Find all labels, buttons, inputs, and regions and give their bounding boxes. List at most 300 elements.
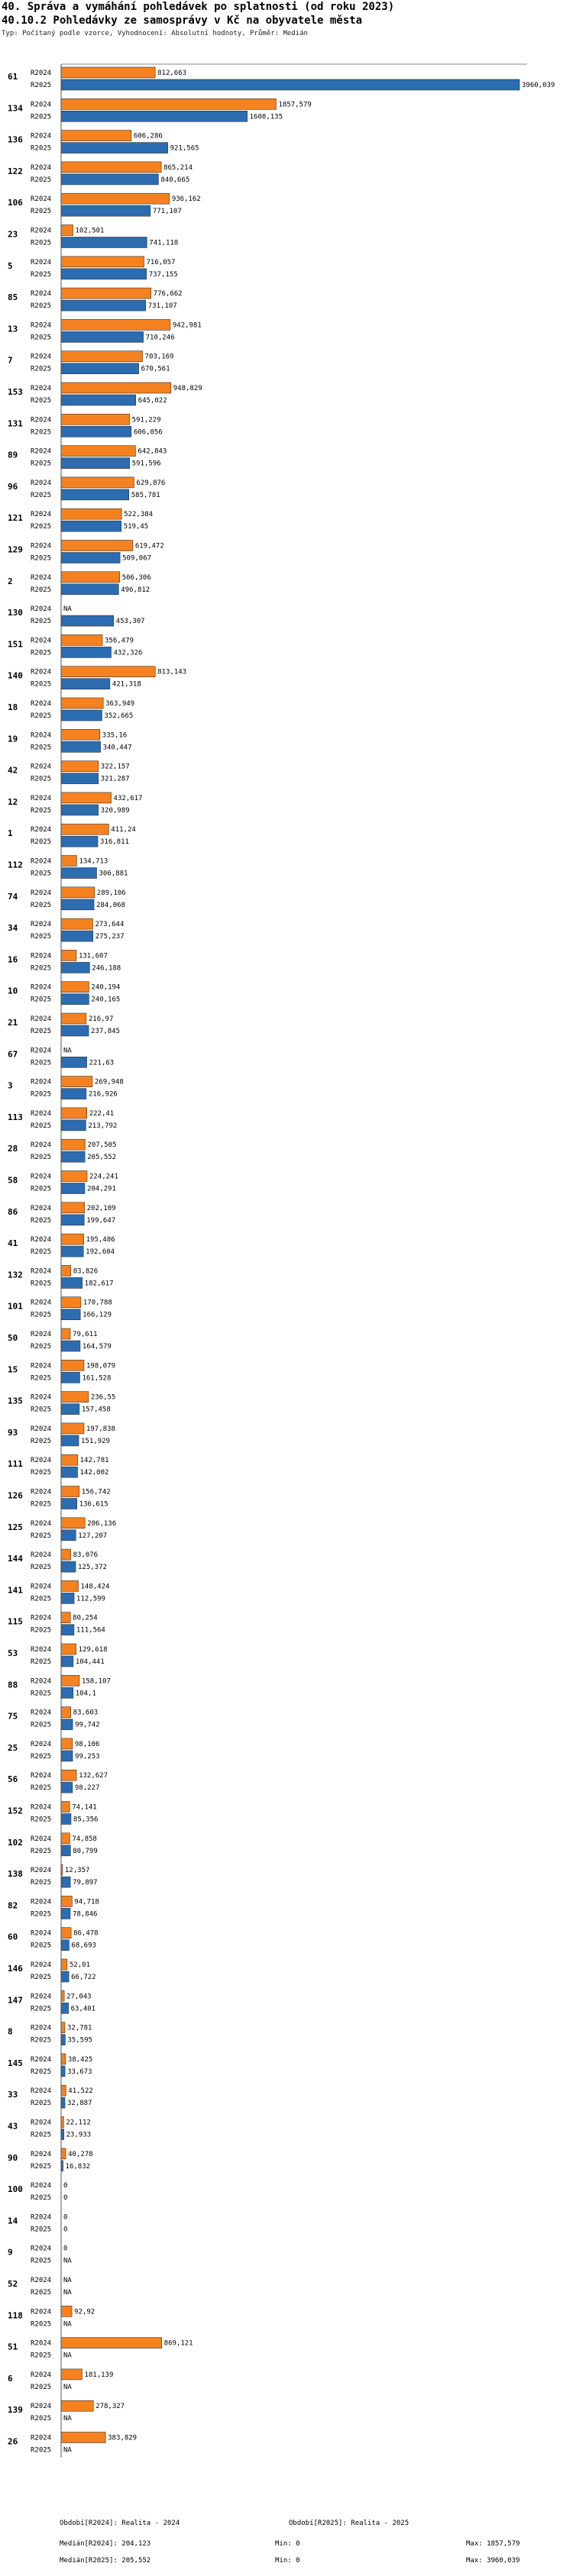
bar-r2025 (61, 1751, 73, 1761)
data-label-r2025: 166,129 (83, 1311, 112, 1319)
series-label-r2025: R2025 (31, 428, 52, 437)
data-label-r2025: NA (63, 2446, 72, 2455)
bar-r2025 (61, 269, 147, 279)
category-label: 106 (8, 198, 23, 208)
data-label-r2025: 99,742 (75, 1721, 100, 1729)
series-label-r2024: R2024 (31, 542, 52, 550)
bar-r2025 (61, 1341, 80, 1351)
data-label-r2024: 41,522 (68, 2087, 93, 2096)
data-label-r2024: 865,214 (163, 163, 193, 172)
category-label: 16 (8, 954, 18, 965)
bar-r2024 (61, 1487, 79, 1497)
data-label-r2024: 52,01 (69, 1961, 90, 1969)
bar-r2024 (61, 1802, 70, 1813)
bar-r2024 (61, 351, 143, 362)
series-label-r2024: R2024 (31, 1457, 52, 1465)
series-label-r2024: R2024 (31, 353, 52, 361)
data-label-r2025: 78,846 (72, 1910, 98, 1919)
bar-r2024 (61, 1518, 85, 1528)
data-label-r2025: 3960,039 (522, 82, 555, 89)
data-label-r2025: 246,188 (92, 964, 121, 973)
bar-r2025 (61, 79, 520, 90)
data-label-r2024: 322,157 (100, 763, 130, 771)
category-label: 122 (8, 166, 23, 176)
data-label-r2025: 112,599 (76, 1595, 105, 1603)
bar-r2025 (61, 2003, 69, 2013)
data-label-r2024: 32,781 (66, 2024, 92, 2032)
bar-r2024 (61, 1896, 72, 1906)
data-label-r2024: 591,229 (131, 416, 161, 424)
category-label: 125 (8, 1522, 23, 1532)
data-label-r2025: 921,565 (170, 144, 199, 153)
bar-r2025 (61, 1151, 85, 1162)
data-label-r2025: 204,291 (86, 1185, 116, 1193)
category-label: 140 (8, 670, 23, 681)
series-label-r2025: R2025 (31, 1185, 52, 1193)
series-label-r2025: R2025 (31, 2036, 52, 2045)
series-label-r2025: R2025 (31, 82, 52, 89)
bar-r2025 (61, 521, 121, 531)
category-label: 1 (8, 828, 13, 839)
category-label: 90 (8, 2152, 18, 2163)
bar-r2025 (61, 1814, 71, 1825)
bar-r2024 (61, 729, 100, 740)
data-label-r2025: 840,665 (160, 176, 190, 184)
bar-r2024 (61, 2400, 93, 2411)
series-label-r2025: R2025 (31, 1784, 52, 1793)
data-label-r2024: 1857,579 (278, 101, 312, 109)
bar-r2025 (61, 143, 168, 153)
category-label: 75 (8, 1711, 18, 1722)
series-label-r2024: R2024 (31, 1299, 52, 1307)
series-label-r2025: R2025 (31, 1469, 52, 1477)
data-label-r2025: 136,615 (79, 1500, 108, 1509)
series-label-r2024: R2024 (31, 731, 52, 740)
data-label-r2025: 182,617 (84, 1280, 114, 1288)
data-label-r2025: 731,107 (147, 302, 177, 311)
bar-r2024 (61, 792, 112, 803)
data-label-r2025: 161,528 (82, 1374, 112, 1383)
bar-r2024 (61, 1864, 63, 1875)
category-label: 56 (8, 1774, 18, 1785)
bar-r2024 (61, 2054, 66, 2064)
bar-r2025 (61, 2097, 65, 2108)
bar-r2025 (61, 994, 89, 1005)
category-label: 42 (8, 765, 18, 776)
series-label-r2024: R2024 (31, 1078, 52, 1086)
data-label-r2025: 591,596 (131, 460, 161, 468)
bar-r2025 (61, 2129, 64, 2140)
bar-r2025 (61, 741, 101, 752)
series-label-r2025: R2025 (31, 1154, 52, 1162)
series-label-r2025: R2025 (31, 1910, 52, 1919)
bar-r2024 (61, 1738, 73, 1749)
data-label-r2024: 522,384 (124, 511, 154, 519)
data-label-r2025: 66,722 (71, 1974, 96, 1981)
bar-r2025 (61, 395, 136, 405)
series-label-r2024: R2024 (31, 1583, 52, 1591)
data-label-r2024: 0 (63, 2182, 68, 2190)
data-label-r2024: 236,55 (90, 1393, 116, 1402)
series-label-r2025: R2025 (31, 744, 52, 752)
bar-r2024 (61, 761, 99, 772)
series-label-r2025: R2025 (31, 1879, 52, 1887)
data-label-r2025: 151,929 (81, 1437, 110, 1445)
bar-r2025 (61, 2161, 63, 2171)
category-label: 85 (8, 292, 18, 303)
category-label: 130 (8, 608, 23, 618)
series-label-r2024: R2024 (31, 1204, 52, 1212)
data-label-r2025: 23,933 (66, 2131, 92, 2139)
bar-r2025 (61, 1025, 89, 1036)
category-label: 12 (8, 796, 18, 807)
category-label: 102 (8, 1837, 23, 1848)
series-label-r2025: R2025 (31, 1690, 52, 1698)
series-label-r2024: R2024 (31, 479, 52, 487)
series-label-r2025: R2025 (31, 2131, 52, 2139)
bar-r2024 (61, 1990, 64, 2001)
data-label-r2024: 170,788 (83, 1299, 112, 1307)
bar-r2025 (61, 1215, 84, 1225)
data-label-r2025: 320,989 (100, 806, 130, 815)
data-label-r2024: 335,16 (102, 731, 128, 740)
category-label: 138 (8, 1869, 23, 1880)
series-label-r2025: R2025 (31, 1500, 52, 1509)
category-label: 153 (8, 387, 23, 397)
category-label: 13 (8, 324, 18, 334)
data-label-r2024: 642,843 (138, 447, 167, 456)
bar-r2025 (61, 1404, 79, 1415)
series-label-r2025: R2025 (31, 1942, 52, 1950)
bar-r2024 (61, 446, 135, 457)
bar-r2025 (61, 1530, 76, 1541)
data-label-r2025: 216,926 (88, 1090, 118, 1099)
series-label-r2025: R2025 (31, 775, 52, 783)
category-label: 33 (8, 2090, 18, 2100)
min-r2025: Min: 0 (275, 2557, 300, 2565)
data-label-r2025: 127,207 (78, 1532, 108, 1540)
series-label-r2025: R2025 (31, 2383, 52, 2391)
data-label-r2024: 27,043 (66, 1993, 92, 2001)
series-label-r2024: R2024 (31, 2119, 52, 2127)
series-label-r2024: R2024 (31, 1267, 52, 1276)
series-label-r2024: R2024 (31, 416, 52, 424)
data-label-r2024: 83,076 (73, 1551, 99, 1560)
bar-r2024 (61, 1959, 67, 1970)
series-label-r2025: R2025 (31, 1816, 52, 1824)
series-label-r2024: R2024 (31, 1362, 52, 1370)
bar-r2025 (61, 1656, 73, 1667)
bar-r2024 (61, 2117, 63, 2128)
bar-r2024 (61, 225, 73, 236)
series-label-r2024: R2024 (31, 1709, 52, 1717)
bar-r2025 (61, 363, 139, 374)
bar-r2024 (61, 541, 133, 551)
bar-r2025 (61, 1120, 86, 1131)
data-label-r2024: 80,254 (73, 1614, 98, 1622)
data-label-r2024: 0 (63, 2213, 68, 2222)
series-label-r2024: R2024 (31, 1835, 52, 1843)
chart-meta: Typ: Počítaný podle vzorce, Vyhodnocení: Absolutní hodnoty, Průměr: Medián (2, 30, 308, 37)
series-label-r2024: R2024 (31, 2277, 52, 2284)
data-label-r2025: 352,665 (104, 712, 134, 720)
bar-r2025 (61, 1561, 76, 1572)
series-label-r2024: R2024 (31, 2087, 52, 2096)
data-label-r2024: 92,92 (74, 2308, 96, 2316)
series-label-r2025: R2025 (31, 2257, 52, 2265)
bar-r2025 (61, 1246, 83, 1257)
data-label-r2024: 240,194 (91, 983, 121, 992)
data-label-r2024: 148,424 (80, 1583, 110, 1591)
category-label: 126 (8, 1490, 23, 1501)
bar-r2025 (61, 1089, 86, 1099)
data-label-r2024: 202,109 (86, 1204, 116, 1212)
max-r2024: Max: 1857,579 (466, 2540, 520, 2548)
category-label: 9 (8, 2247, 13, 2258)
series-label-r2025: R2025 (31, 334, 52, 342)
series-label-r2025: R2025 (31, 1721, 52, 1729)
bar-r2025 (61, 584, 118, 595)
data-label-r2024: 812,663 (157, 69, 187, 77)
data-label-r2025: 771,107 (152, 208, 182, 216)
data-label-r2025: 316,811 (100, 838, 129, 847)
series-label-r2025: R2025 (31, 1374, 52, 1383)
series-label-r2025: R2025 (31, 2289, 52, 2297)
data-label-r2025: 496,812 (121, 586, 151, 594)
category-label: 145 (8, 2058, 23, 2068)
category-label: 144 (8, 1554, 23, 1564)
chart-subtitle: 40.10.2 Pohledávky ze samosprávy v Kč na obyvatele města (2, 15, 363, 27)
legend-r2025: Období[R2025]: Realita - 2025 (289, 2520, 410, 2527)
category-label: 141 (8, 1585, 23, 1596)
series-label-r2025: R2025 (31, 2100, 52, 2108)
category-label: 136 (8, 134, 23, 145)
category-label: 28 (8, 1144, 18, 1154)
bar-r2024 (61, 67, 155, 78)
data-label-r2025: 32,887 (66, 2100, 92, 2108)
series-label-r2024: R2024 (31, 2055, 52, 2064)
bar-r2025 (61, 2066, 65, 2077)
data-label-r2025: 645,022 (138, 397, 167, 405)
data-label-r2024: 83,603 (73, 1709, 99, 1717)
data-label-r2025: 192,604 (86, 1248, 115, 1257)
bar-r2024 (61, 1171, 87, 1182)
series-label-r2025: R2025 (31, 1028, 52, 1035)
series-label-r2025: R2025 (31, 397, 52, 405)
category-label: 100 (8, 2184, 23, 2195)
series-label-r2025: R2025 (31, 1280, 52, 1288)
bar-r2024 (61, 1675, 79, 1686)
bar-r2024 (61, 1580, 78, 1591)
data-label-r2025: 237,845 (91, 1028, 120, 1035)
series-label-r2025: R2025 (31, 365, 52, 373)
data-label-r2025: 741,118 (149, 239, 179, 247)
data-label-r2024: 269,948 (94, 1078, 124, 1086)
bar-r2024 (61, 162, 161, 173)
category-label: 15 (8, 1364, 18, 1375)
bar-r2024 (61, 1108, 87, 1119)
bar-r2024 (61, 257, 144, 267)
series-label-r2025: R2025 (31, 1406, 52, 1414)
category-label: 19 (8, 734, 18, 744)
series-label-r2025: R2025 (31, 2226, 52, 2234)
series-label-r2025: R2025 (31, 1311, 52, 1319)
bar-r2024 (61, 1644, 76, 1654)
data-label-r2024: 606,286 (133, 132, 163, 140)
series-label-r2025: R2025 (31, 2320, 52, 2329)
series-label-r2025: R2025 (31, 460, 52, 468)
bar-r2025 (61, 1277, 83, 1288)
median-r2025: Medián[R2025]: 205,552 (60, 2557, 151, 2565)
series-label-r2024: R2024 (31, 1867, 52, 1875)
bar-r2024 (61, 1454, 78, 1465)
data-label-r2025: 111,564 (76, 1626, 105, 1635)
series-label-r2024: R2024 (31, 1331, 52, 1338)
data-label-r2025: 606,056 (133, 428, 163, 437)
bar-r2025 (61, 836, 98, 847)
bar-r2024 (61, 2022, 65, 2033)
data-label-r2025: NA (63, 2415, 72, 2423)
bar-r2024 (61, 1139, 85, 1150)
series-label-r2025: R2025 (31, 964, 52, 973)
category-label: 3 (8, 1080, 13, 1091)
data-label-r2024: 129,618 (78, 1646, 108, 1654)
bar-r2025 (61, 1719, 73, 1730)
max-r2025: Max: 3960,039 (466, 2557, 520, 2565)
category-label: 132 (8, 1270, 23, 1280)
bar-r2024 (61, 1423, 84, 1434)
data-label-r2024: 813,143 (157, 668, 187, 676)
data-label-r2025: 1608,135 (249, 113, 283, 121)
bar-r2024 (61, 2306, 72, 2316)
data-label-r2024: NA (63, 2277, 72, 2284)
data-label-r2025: 321,287 (100, 775, 130, 783)
series-label-r2024: R2024 (31, 2213, 52, 2222)
data-label-r2024: 102,501 (75, 227, 105, 235)
series-label-r2024: R2024 (31, 1393, 52, 1402)
bar-r2025 (61, 647, 112, 657)
bar-r2025 (61, 331, 144, 342)
bar-r2024 (61, 131, 131, 141)
series-label-r2025: R2025 (31, 996, 52, 1004)
series-label-r2024: R2024 (31, 1772, 52, 1780)
category-label: 53 (8, 1648, 18, 1658)
data-label-r2024: 273,644 (95, 921, 125, 929)
data-label-r2025: 509,067 (122, 554, 152, 563)
data-label-r2024: 222,41 (89, 1109, 115, 1118)
data-label-r2024: 363,949 (105, 700, 135, 708)
bar-r2025 (61, 237, 147, 248)
category-label: 74 (8, 891, 18, 902)
series-label-r2024: R2024 (31, 2245, 52, 2253)
series-label-r2025: R2025 (31, 1658, 52, 1666)
series-label-r2025: R2025 (31, 618, 52, 626)
category-label: 82 (8, 1900, 18, 1911)
category-label: 96 (8, 481, 18, 492)
series-label-r2025: R2025 (31, 113, 52, 121)
data-label-r2024: 869,121 (163, 2339, 193, 2348)
category-label: 51 (8, 2342, 18, 2352)
series-label-r2024: R2024 (31, 227, 52, 235)
bar-r2025 (61, 1372, 79, 1383)
series-label-r2024: R2024 (31, 983, 52, 992)
data-label-r2025: 79,897 (73, 1879, 98, 1887)
bar-r2025 (61, 1908, 70, 1919)
data-label-r2025: 33,673 (67, 2068, 92, 2076)
data-label-r2025: 306,881 (99, 870, 128, 878)
data-label-r2025: 205,552 (87, 1154, 117, 1162)
bar-r2025 (61, 1593, 74, 1603)
category-label: 67 (8, 1049, 18, 1060)
series-label-r2025: R2025 (31, 1532, 52, 1540)
data-label-r2024: 289,106 (96, 889, 126, 897)
series-label-r2024: R2024 (31, 195, 52, 204)
series-label-r2024: R2024 (31, 637, 52, 645)
bar-r2024 (61, 319, 170, 330)
data-label-r2024: 716,057 (146, 258, 176, 266)
series-label-r2024: R2024 (31, 511, 52, 519)
series-label-r2024: R2024 (31, 1961, 52, 1969)
category-label: 41 (8, 1238, 18, 1249)
bar-r2024 (61, 2338, 162, 2348)
series-label-r2025: R2025 (31, 2194, 52, 2203)
data-label-r2024: 198,079 (86, 1362, 115, 1370)
bar-r2025 (61, 899, 94, 910)
category-label: 131 (8, 418, 23, 429)
data-label-r2025: 585,781 (131, 491, 160, 499)
category-label: 93 (8, 1427, 18, 1438)
category-label: 25 (8, 1742, 18, 1753)
data-label-r2024: 83,826 (73, 1267, 99, 1276)
category-label: 50 (8, 1333, 18, 1343)
data-label-r2025: 340,447 (102, 744, 132, 752)
data-label-r2024: 206,136 (87, 1519, 117, 1528)
series-label-r2025: R2025 (31, 2352, 52, 2360)
category-label: 34 (8, 923, 18, 934)
bar-r2024 (61, 1928, 71, 1938)
bar-r2024 (61, 1549, 71, 1560)
data-label-r2024: 356,479 (105, 637, 134, 645)
bar-r2024 (61, 414, 130, 424)
series-label-r2024: R2024 (31, 1614, 52, 1622)
series-label-r2025: R2025 (31, 523, 52, 531)
bar-r2025 (61, 1435, 79, 1446)
category-label: 115 (8, 1616, 23, 1627)
bar-r2025 (61, 805, 99, 815)
bar-r2025 (61, 1057, 87, 1067)
bar-r2025 (61, 1877, 70, 1887)
bar-r2024 (61, 2432, 105, 2443)
series-label-r2024: R2024 (31, 132, 52, 140)
data-label-r2025: NA (63, 2383, 72, 2391)
bar-r2025 (61, 679, 110, 689)
data-label-r2025: 710,246 (145, 334, 175, 342)
bar-r2025 (61, 2035, 65, 2045)
category-label: 86 (8, 1206, 18, 1217)
bar-r2024 (61, 2148, 66, 2159)
data-label-r2024: 619,472 (134, 542, 164, 550)
data-label-r2024: 94,718 (74, 1898, 99, 1906)
bar-r2024 (61, 1265, 71, 1276)
data-label-r2025: 35,595 (67, 2036, 92, 2045)
series-label-r2024: R2024 (31, 2371, 52, 2379)
bar-r2025 (61, 458, 130, 469)
series-label-r2024: R2024 (31, 163, 52, 172)
data-label-r2025: 85,356 (73, 1816, 99, 1824)
series-label-r2025: R2025 (31, 1248, 52, 1257)
data-label-r2024: 703,169 (144, 353, 174, 361)
series-label-r2025: R2025 (31, 649, 52, 657)
